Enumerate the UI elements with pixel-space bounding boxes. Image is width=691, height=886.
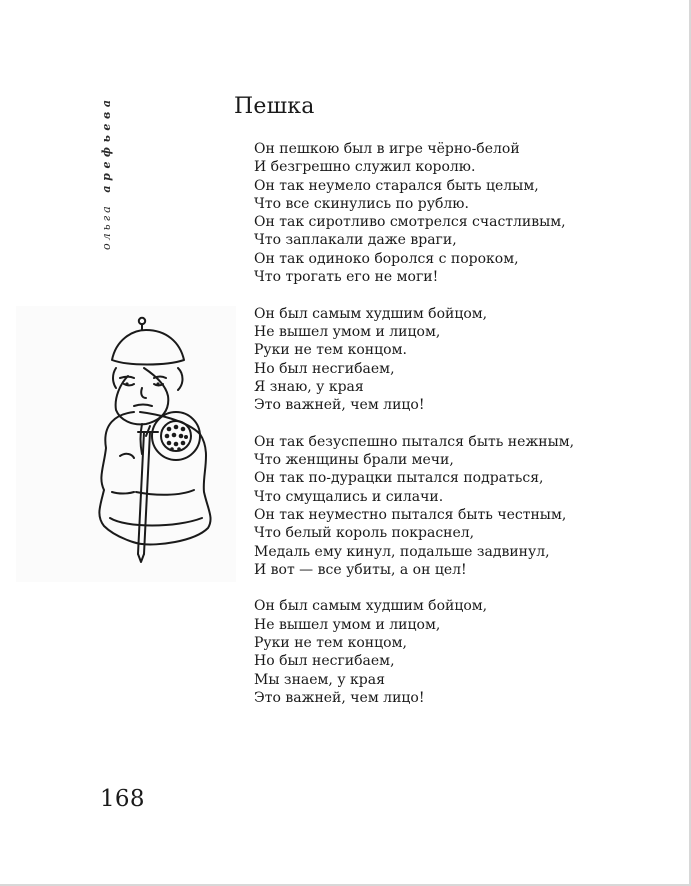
poem-line: Но был несгибаем, — [254, 653, 395, 670]
poem-line: И безгрешно служил королю. — [254, 159, 476, 176]
poem-line: Руки не тем концом. — [254, 342, 407, 359]
stanza — [254, 140, 654, 286]
author-last-name: арефьева — [100, 95, 113, 193]
poem-line: Не вышел умом и лицом, — [254, 323, 441, 340]
author-first-name: ольга — [100, 203, 113, 250]
page-number: 168 — [100, 786, 145, 812]
poem-line: Не вышел умом и лицом, — [254, 616, 441, 633]
poem-body — [254, 140, 654, 726]
poem-line: Руки не тем концом, — [254, 635, 407, 652]
poem-line: Что заплакали даже враги, — [254, 232, 457, 249]
pawn-warrior-illustration — [16, 306, 236, 582]
poem-line: Он так неуместно пытался быть честным, — [254, 506, 567, 523]
poem-line: Он пешкою был в игре чёрно-белой — [254, 141, 520, 157]
poem-line: Что женщины брали мечи, — [254, 452, 454, 469]
poem-line: Он был самым худшим бойцом, — [254, 305, 488, 322]
poem-line: Он так сиротливо смотрелся счастливым, — [254, 214, 566, 231]
stanza — [254, 433, 654, 579]
poem-line: Что смущались и силачи. — [254, 488, 444, 505]
poem-line: Это важней, чем лицо! — [254, 397, 425, 414]
poem-line: Что белый король покраснел, — [254, 525, 475, 542]
stanza — [254, 305, 654, 415]
poem-line: Он так безуспешно пытался быть нежным, — [254, 433, 575, 450]
poem-line: Это важней, чем лицо! — [254, 689, 425, 706]
poem-line: Он так одиноко боролся с пороком, — [254, 250, 519, 267]
stanza — [254, 597, 654, 707]
poem-line: Медаль ему кинул, подальше задвинул, — [254, 543, 550, 560]
poem-line: И вот — все убиты, а он цел! — [254, 561, 467, 578]
poem-line: Он был самым худшим бойцом, — [254, 598, 488, 615]
author-name-vertical — [100, 95, 113, 250]
poem-line: Но был несгибаем, — [254, 360, 395, 377]
poem-line: Он так по-дурацки пытался подраться, — [254, 470, 544, 487]
poem-line: Он так неумело старался быть целым, — [254, 177, 539, 194]
poem-line: Что трогать его не моги! — [254, 269, 439, 286]
poem-line: Мы знаем, у края — [254, 671, 385, 688]
poem-line: Что все скинулись по рублю. — [254, 195, 469, 212]
poem-line: Я знаю, у края — [254, 378, 364, 395]
poem-title: Пешка — [234, 94, 315, 119]
